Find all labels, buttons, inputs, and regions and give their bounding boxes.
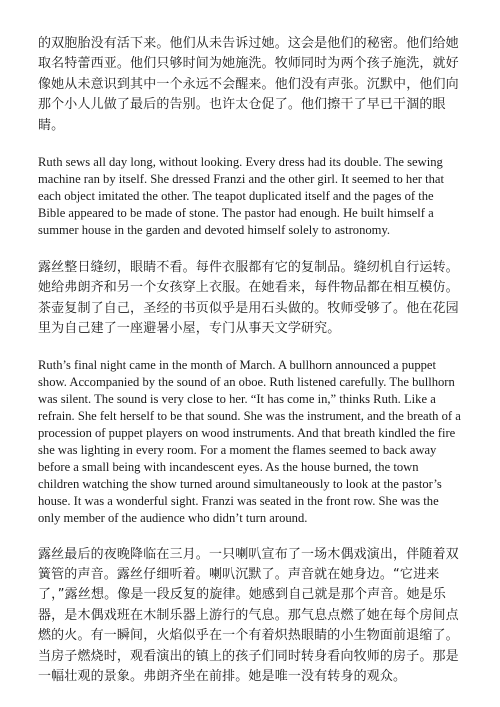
english-paragraph-2: Ruth’s final night came in the month of March. A bullhorn announced a puppet show. Accompanied by the sound of an oboe. Ruth listened carefully. The bullhorn was silent. The sound is very close to her. “It has come in,” thinks Ruth. Like a refrain. She felt herself to be that sound. She was the instrument, and the breath of a procession of puppet players on wood instruments. And that breath kindled the fire she was lighting in every room. For a moment the flames seemed to back away before a small being with incandescent eyes. As the house burned, the town children watching the show turned around simultaneously to look at the pastor’s house. It was a wonderful sight. Franzi was seated in the front row. She was the only member of the audience who didn’t turn around.	[38, 357, 461, 525]
chinese-paragraph-2: 露丝整日缝纫，眼睛不看。每件衣服都有它的复制品。缝纫机自行运转。她给弗朗齐和另一个女孩穿上衣服。在她看来，每件物品都在相互模仿。茶壶复制了自己，圣经的书页似乎是用石头做的。牧师受够了。他在花园里为自己建了一座避暑小屋，专门从事天文学研究。	[38, 260, 459, 337]
chinese-paragraph-3: 露丝最后的夜晚降临在三月。一只喇叭宣布了一场木偶戏演出，伴随着双簧管的声音。露丝仔细听着。喇叭沉默了。声音就在她身边。“它进来了，”露丝想。像是一段反复的旋律。她感到自己就是那个声音。她是乐器，是木偶戏班在木制乐器上游行的气息。那气息点燃了她在每个房间点燃的火。有一瞬间，火焰似乎在一个有着炽热眼睛的小生物面前退缩了。当房子燃烧时，观看演出的镇上的孩子们同时转身看向牧师的房子。那是一幅壮观的景象。弗朗齐坐在前排。她是唯一没有转身的观众。	[38, 546, 459, 685]
chinese-paragraph-1: 的双胞胎没有活下来。他们从未告诉过她。这会是他们的秘密。他们给她取名特蕾西亚。他们只够时间为她施洗。牧师同时为两个孩子施洗，就好像她从未意识到其中一个永远不会醒来。他们没有声张。沉默中，他们向那个小人儿做了最后的告别。也许太仓促了。他们擦干了早已干涸的眼睛。	[38, 36, 459, 133]
english-paragraph-1: Ruth sews all day long, without looking. Every dress had its double. The sewing machine ran by itself. She dressed Franzi and the other girl. It seemed to her that each object imitated the other. The teapot duplicated itself and the pages of the Bible appeared to be made of stone. The pastor had enough. He built himself a summer house in the garden and devoted himself solely to astronomy.	[38, 155, 445, 238]
